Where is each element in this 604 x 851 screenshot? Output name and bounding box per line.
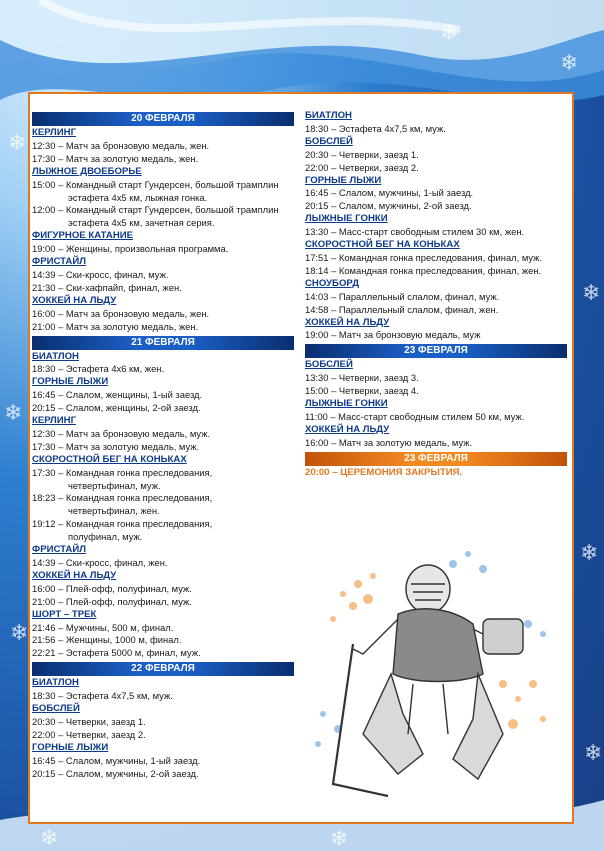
- event-line: эстафета 4х5 км, лыжная гонка.: [68, 191, 208, 203]
- event-line: 14:03 – Параллельный слалом, финал, муж.: [305, 290, 500, 302]
- event-line: 16:00 – Плей-офф, полуфинал, муж.: [32, 582, 192, 594]
- sport-heading: ФИГУРНОЕ КАТАНИЕ: [32, 230, 134, 242]
- sport-heading: ХОККЕЙ НА ЛЬДУ: [305, 316, 390, 328]
- event-line: 20:30 – Четверки, заезд 1.: [32, 715, 146, 727]
- sport-heading: СКОРОСТНОЙ БЕГ НА КОНЬКАХ: [32, 453, 187, 465]
- event-line: 14:58 – Параллельный слалом, финал, жен.: [305, 303, 499, 315]
- event-line: 17:51 – Командная гонка преследования, финал, муж.: [305, 251, 543, 263]
- sport-heading: ГОРНЫЕ ЛЫЖИ: [32, 376, 109, 388]
- event-line: четвертьфинал, муж.: [68, 479, 161, 491]
- sport-heading: СКОРОСТНОЙ БЕГ НА КОНЬКАХ: [305, 239, 460, 251]
- day-header: 22 ФЕВРАЛЯ: [32, 662, 294, 676]
- day-header: 21 ФЕВРАЛЯ: [32, 336, 294, 350]
- svg-text:❄: ❄: [580, 541, 599, 566]
- day-header: 23 ФЕВРАЛЯ: [305, 344, 567, 358]
- event-line: 14:39 – Ски-кросс, финал, муж.: [32, 268, 169, 280]
- svg-text:❄: ❄: [10, 621, 29, 646]
- svg-text:❄: ❄: [584, 741, 603, 766]
- sport-heading: ХОККЕЙ НА ЛЬДУ: [32, 294, 117, 306]
- event-line: 12:30 – Матч за бронзовую медаль, муж.: [32, 427, 211, 439]
- event-line: 13:30 – Масс-старт свободным стилем 30 км, жен.: [305, 226, 525, 238]
- sport-heading: ФРИСТАЙЛ: [32, 544, 86, 556]
- svg-text:❄: ❄: [40, 826, 59, 851]
- day-header-closing: 23 ФЕВРАЛЯ: [305, 452, 567, 466]
- sport-heading: КЕРЛИНГ: [32, 127, 77, 138]
- svg-text:❄: ❄: [440, 21, 459, 46]
- sport-heading: ГОРНЫЕ ЛЫЖИ: [32, 741, 109, 753]
- event-line: 11:00 – Масс-старт свободным стилем 50 км, муж.: [305, 410, 525, 422]
- svg-text:❄: ❄: [8, 131, 27, 156]
- svg-text:❄: ❄: [560, 51, 579, 76]
- event-line: 18:30 – Эстафета 4х7,5 км, муж.: [32, 690, 173, 702]
- event-line: 16:45 – Слалом, женщины, 1-ый заезд.: [32, 389, 203, 401]
- sport-heading: ХОККЕЙ НА ЛЬДУ: [32, 569, 117, 581]
- event-line: 21:46 – Мужчины, 500 м, финал.: [32, 621, 174, 633]
- sport-heading: БИАТЛОН: [32, 677, 79, 689]
- sport-heading: БОБСЛЕЙ: [305, 359, 353, 371]
- sport-heading: БИАТЛОН: [305, 110, 352, 121]
- event-line: 15:00 – Командный старт Гундерсен, большой трамплин: [32, 178, 279, 190]
- event-line: 12:30 – Матч за бронзовую медаль, жен.: [32, 139, 210, 151]
- event-line: 16:45 – Слалом, мужчины, 1-ый заезд.: [32, 754, 201, 766]
- event-line: 17:30 – Матч за золотую медаль, муж.: [32, 440, 200, 452]
- hockey-goalie-illustration: [303, 534, 565, 802]
- sport-heading: БОБСЛЕЙ: [305, 135, 353, 147]
- sport-heading: ФРИСТАЙЛ: [32, 256, 86, 268]
- event-line: 22:21 – Эстафета 5000 м, финал, муж.: [32, 647, 201, 659]
- svg-text:❄: ❄: [582, 281, 601, 306]
- svg-text:❄: ❄: [330, 827, 349, 851]
- event-line: 15:00 – Четверки, заезд 4.: [305, 385, 419, 397]
- event-line: 12:00 – Командный старт Гундерсен, большой трамплин: [32, 204, 279, 216]
- event-line: 18:23 – Командная гонка преследования,: [32, 492, 213, 504]
- event-line: 16:00 – Матч за бронзовую медаль, жен.: [32, 307, 210, 319]
- event-line: 13:30 – Четверки, заезд 3.: [305, 372, 419, 384]
- event-line: 16:45 – Слалом, мужчины, 1-ый заезд.: [305, 187, 474, 199]
- event-line: полуфинал, муж.: [68, 531, 143, 543]
- event-line: 18:30 – Эстафета 4х7,5 км, муж.: [305, 122, 446, 134]
- event-line: 21:00 – Плей-офф, полуфинал, муж.: [32, 595, 192, 607]
- event-line: 19:00 – Женщины, произвольная программа.: [32, 243, 229, 255]
- sport-heading: БОБСЛЕЙ: [32, 703, 80, 715]
- event-line: 20:30 – Четверки, заезд 1.: [305, 148, 419, 160]
- sport-heading: ХОККЕЙ НА ЛЬДУ: [305, 423, 390, 435]
- event-line: 18:30 – Эстафета 4х6 км, жен.: [32, 363, 165, 375]
- event-line: 20:15 – Слалом, мужчины, 2-ой заезд.: [305, 200, 472, 212]
- right-days: [305, 110, 567, 450]
- sport-heading: БИАТЛОН: [32, 350, 79, 362]
- sport-heading: ГОРНЫЕ ЛЫЖИ: [305, 174, 382, 186]
- event-line: 22:00 – Четверки, заезд 2.: [32, 728, 146, 740]
- event-line: 18:14 – Командная гонка преследования, финал, жен.: [305, 264, 542, 276]
- sport-heading: ЛЫЖНЫЕ ГОНКИ: [305, 213, 388, 225]
- sport-heading: ЛЫЖНОЕ ДВОЕБОРЬЕ: [32, 165, 142, 177]
- closing-ceremony: 20:00 – ЦЕРЕМОНИЯ ЗАКРЫТИЯ.: [305, 466, 463, 478]
- event-line: 20:15 – Слалом, женщины, 2-ой заезд.: [32, 402, 201, 414]
- event-line: 22:00 – Четверки, заезд 2.: [305, 161, 419, 173]
- event-line: 17:30 – Матч за золотую медаль, жен.: [32, 152, 199, 164]
- sport-heading: КЕРЛИНГ: [32, 415, 77, 427]
- schedule-column-right: [305, 110, 567, 480]
- sport-heading: ЛЫЖНЫЕ ГОНКИ: [305, 398, 388, 410]
- event-line: 20:15 – Слалом, мужчины, 2-ой заезд.: [32, 767, 199, 779]
- event-line: эстафета 4х5 км, зачетная серия.: [68, 217, 215, 229]
- event-line: 17:30 – Командная гонка преследования,: [32, 466, 213, 478]
- sport-heading: ШОРТ – ТРЕК: [32, 608, 97, 620]
- event-line: 21:56 – Женщины, 1000 м, финал.: [32, 634, 182, 646]
- event-line: 21:30 – Ски-хафпайп, финал, жен.: [32, 281, 182, 293]
- sport-heading: СНОУБОРД: [305, 277, 360, 289]
- schedule-column-left: [32, 110, 294, 781]
- event-line: 16:00 – Матч за золотую медаль, муж.: [305, 436, 473, 448]
- day-header: 20 ФЕВРАЛЯ: [32, 112, 294, 126]
- event-line: 21:00 – Матч за золотую медаль, жен.: [32, 320, 199, 332]
- event-line: 19:00 – Матч за бронзовую медаль, муж: [305, 329, 481, 341]
- event-line: 14:39 – Ски-кросс, финал, жен.: [32, 557, 168, 568]
- event-line: 19:12 – Командная гонка преследования,: [32, 518, 213, 530]
- event-line: четвертьфинал, жен.: [68, 505, 160, 517]
- svg-text:❄: ❄: [4, 401, 23, 426]
